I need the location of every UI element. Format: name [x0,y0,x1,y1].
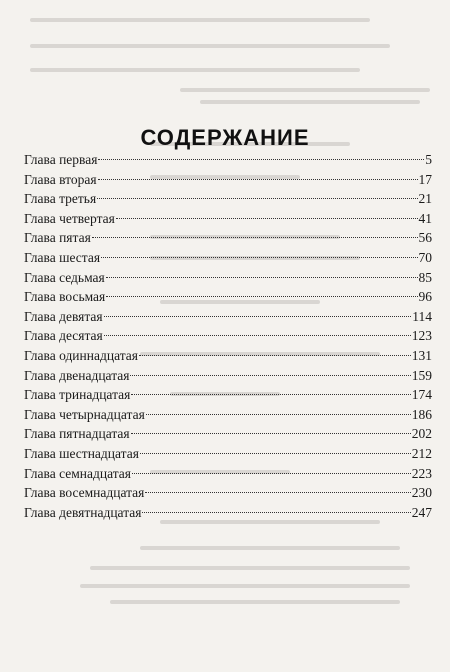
chapter-title: Глава девятая [24,308,103,324]
chapter-title: Глава четырнадцатая [24,406,145,422]
page-number: 131 [411,347,432,363]
chapter-title: Глава пятая [24,230,91,246]
chapter-title: Глава шестая [24,249,101,265]
chapter-title: Глава четвертая [24,210,115,226]
chapter-title: Глава двенадцатая [24,367,130,383]
toc-entry [24,444,432,464]
page-number: 223 [411,465,432,481]
page-number: 230 [411,485,432,501]
dot-leader [106,296,417,297]
toc-entry [24,170,432,190]
dot-leader [140,453,411,454]
contents-title: СОДЕРЖАНИЕ [140,124,310,150]
chapter-title: Глава седьмая [24,269,105,285]
toc-entry [24,209,432,229]
toc-entry [24,189,432,209]
page-number: 56 [418,230,432,246]
dot-leader [97,198,417,199]
page-number: 212 [411,445,432,461]
chapter-title: Глава восьмая [24,289,106,305]
toc-entry [24,346,432,366]
page-number: 85 [418,269,432,285]
chapter-title: Глава первая [24,152,98,167]
dot-leader [131,394,410,395]
chapter-title: Глава девятнадцатая [24,504,142,520]
page-number: 174 [411,387,432,403]
toc-entry [24,150,432,170]
toc-entry [24,307,432,327]
dot-leader [104,316,412,317]
dot-leader [98,179,418,180]
toc-entry [24,503,432,523]
dot-leader [142,512,410,513]
dot-leader [92,237,418,238]
toc-entry [24,483,432,503]
dot-leader [139,355,411,356]
dot-leader [146,414,411,415]
toc-entry [24,464,432,484]
chapter-title: Глава вторая [24,171,97,187]
chapter-title: Глава десятая [24,328,103,344]
chapter-title: Глава одиннадцатая [24,347,138,363]
chapter-title: Глава третья [24,191,97,207]
dot-leader [106,277,418,278]
toc-entry [24,268,432,288]
page-number: 123 [411,328,432,344]
page-number: 114 [412,308,432,324]
toc-entry [24,366,432,386]
page-number: 41 [418,210,432,226]
toc-entry [24,385,432,405]
page-number: 247 [411,504,432,520]
chapter-title: Глава восемнадцатая [24,485,145,501]
page-number: 5 [425,152,432,167]
page-number: 186 [411,406,432,422]
chapter-title: Глава семнадцатая [24,465,131,481]
toc-entry [24,287,432,307]
dot-leader [101,257,417,258]
chapter-title: Глава тринадцатая [24,387,131,403]
page-number: 17 [418,171,432,187]
page-number: 70 [418,249,432,265]
dot-leader [132,473,411,474]
table-of-contents [24,150,432,522]
page-number: 96 [418,289,432,305]
toc-entry [24,424,432,444]
toc-entry [24,248,432,268]
dot-leader [131,433,411,434]
page-number: 202 [411,426,432,442]
dot-leader [98,159,424,160]
toc-entry [24,228,432,248]
chapter-title: Глава пятнадцатая [24,426,130,442]
page-number: 21 [418,191,432,207]
toc-entry [24,405,432,425]
page-number: 159 [411,367,432,383]
dot-leader [116,218,418,219]
toc-entry [24,326,432,346]
dot-leader [145,492,410,493]
dot-leader [130,375,410,376]
chapter-title: Глава шестнадцатая [24,445,139,461]
dot-leader [104,335,411,336]
